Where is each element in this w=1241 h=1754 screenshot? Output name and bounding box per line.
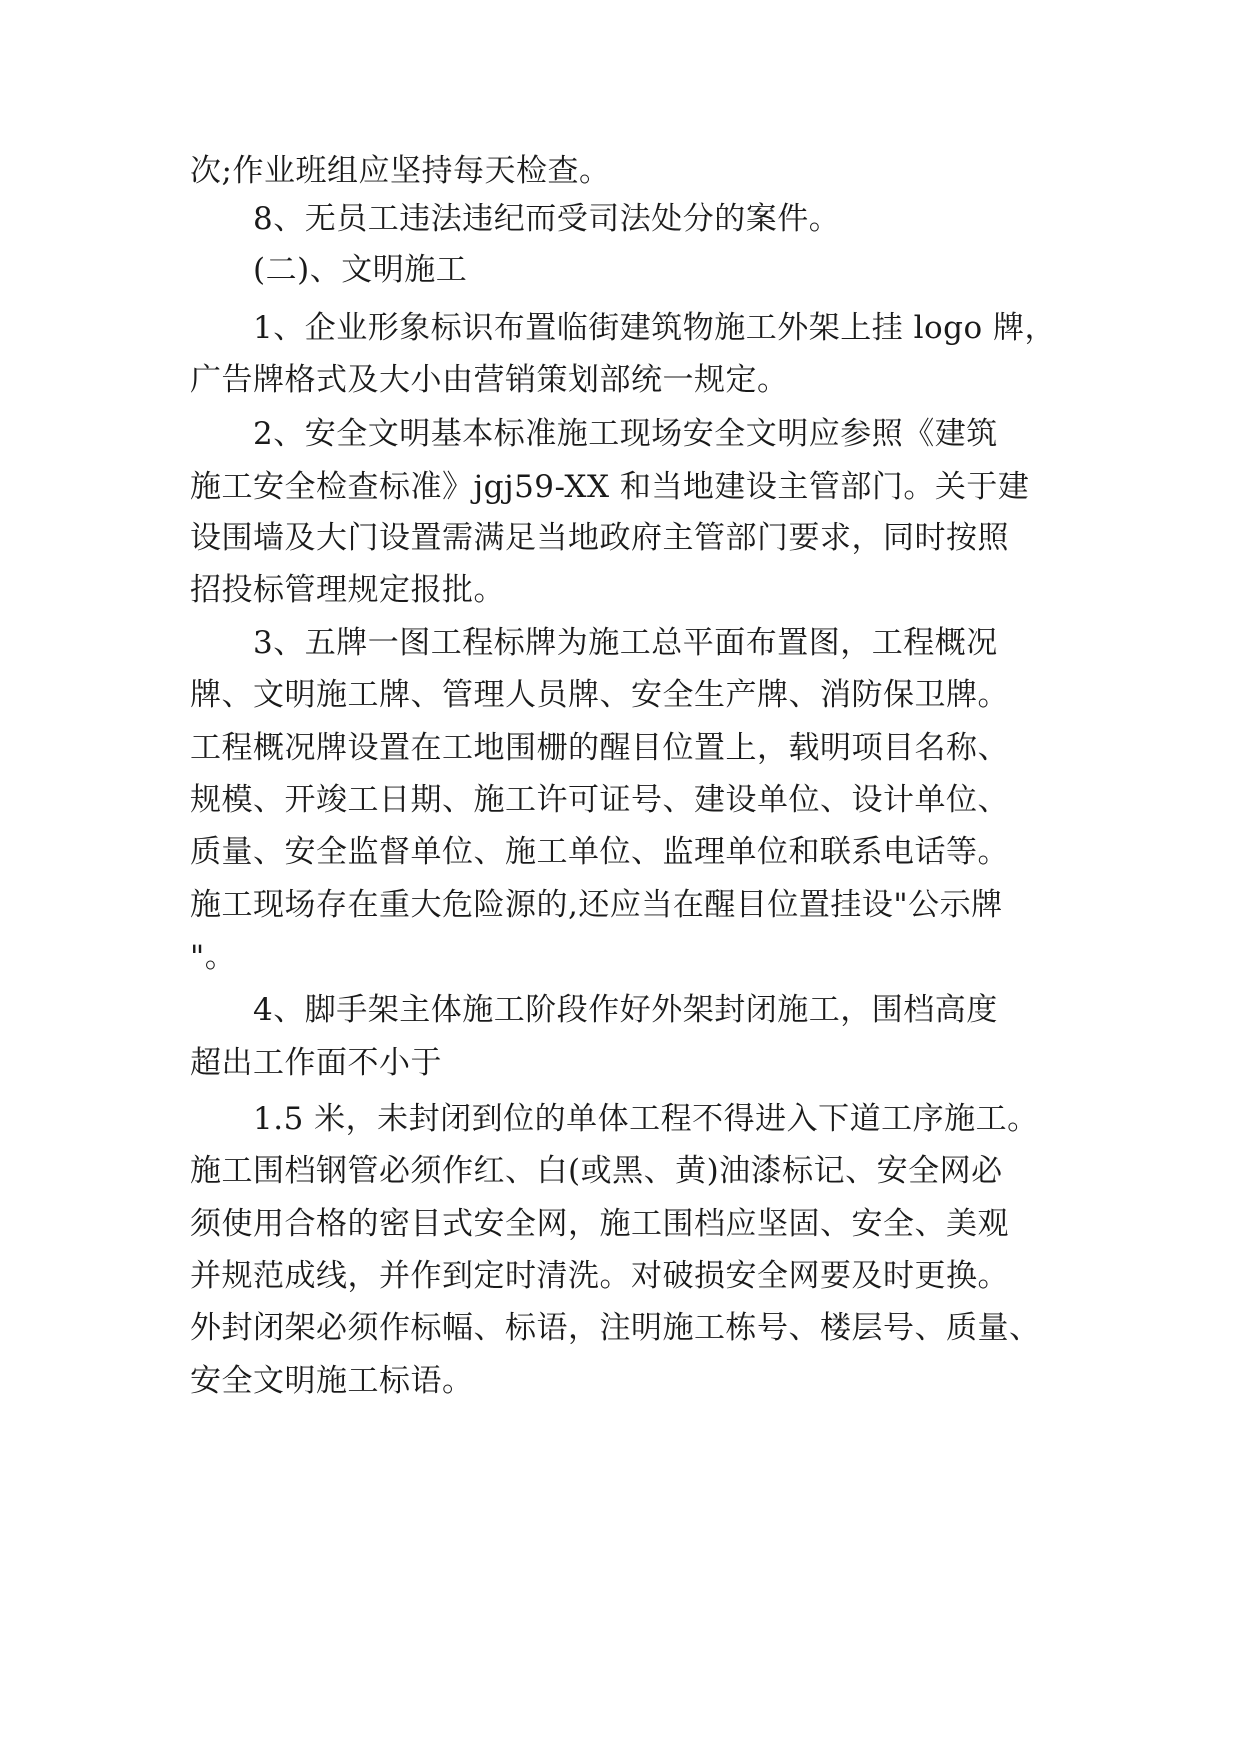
text-line: 超出工作面不小于	[190, 1045, 442, 1081]
text-line: 质量、安全监督单位、施工单位、监理单位和联系电话等。	[190, 834, 1009, 870]
text-line: 3、五牌一图工程标牌为施工总平面布置图，工程概况	[253, 625, 998, 661]
text-line: (二)、文明施工	[253, 252, 468, 288]
text-line: 次;作业班组应坚持每天检查。	[190, 153, 611, 189]
text-line: 安全文明施工标语。	[190, 1363, 474, 1399]
text-line: 设围墙及大门设置需满足当地政府主管部门要求，同时按照	[190, 520, 1009, 556]
text-line: 施工现场存在重大危险源的,还应当在醒目位置挂设"公示牌	[190, 887, 1003, 923]
text-line: 施工安全检查标准》jgj59-XX 和当地建设主管部门。关于建	[190, 469, 1030, 505]
text-line: 8、无员工违法违纪而受司法处分的案件。	[253, 201, 841, 237]
text-line: 招投标管理规定报批。	[190, 572, 505, 608]
text-line: "。	[190, 939, 237, 975]
text-line: 1.5 米，未封闭到位的单体工程不得进入下道工序施工。	[253, 1101, 1039, 1137]
text-line: 牌、文明施工牌、管理人员牌、安全生产牌、消防保卫牌。	[190, 677, 1009, 713]
text-line: 4、脚手架主体施工阶段作好外架封闭施工，围档高度	[253, 992, 998, 1028]
text-line: 工程概况牌设置在工地围栅的醒目位置上，载明项目名称、	[190, 730, 1009, 766]
text-line: 2、安全文明基本标准施工现场安全文明应参照《建筑	[253, 416, 998, 452]
text-line: 广告牌格式及大小由营销策划部统一规定。	[190, 362, 789, 398]
text-line: 施工围档钢管必须作红、白(或黑、黄)油漆标记、安全网必	[190, 1153, 1003, 1189]
text-line: 并规范成线，并作到定时清洗。对破损安全网要及时更换。	[190, 1258, 1009, 1294]
text-line: 外封闭架必须作标幅、标语，注明施工栋号、楼层号、质量、	[190, 1310, 1041, 1346]
text-line: 须使用合格的密目式安全网，施工围档应坚固、安全、美观	[190, 1206, 1009, 1242]
text-line: 1、企业形象标识布置临街建筑物施工外架上挂 logo 牌，	[253, 310, 1057, 346]
text-line: 规模、开竣工日期、施工许可证号、建设单位、设计单位、	[190, 782, 1009, 818]
